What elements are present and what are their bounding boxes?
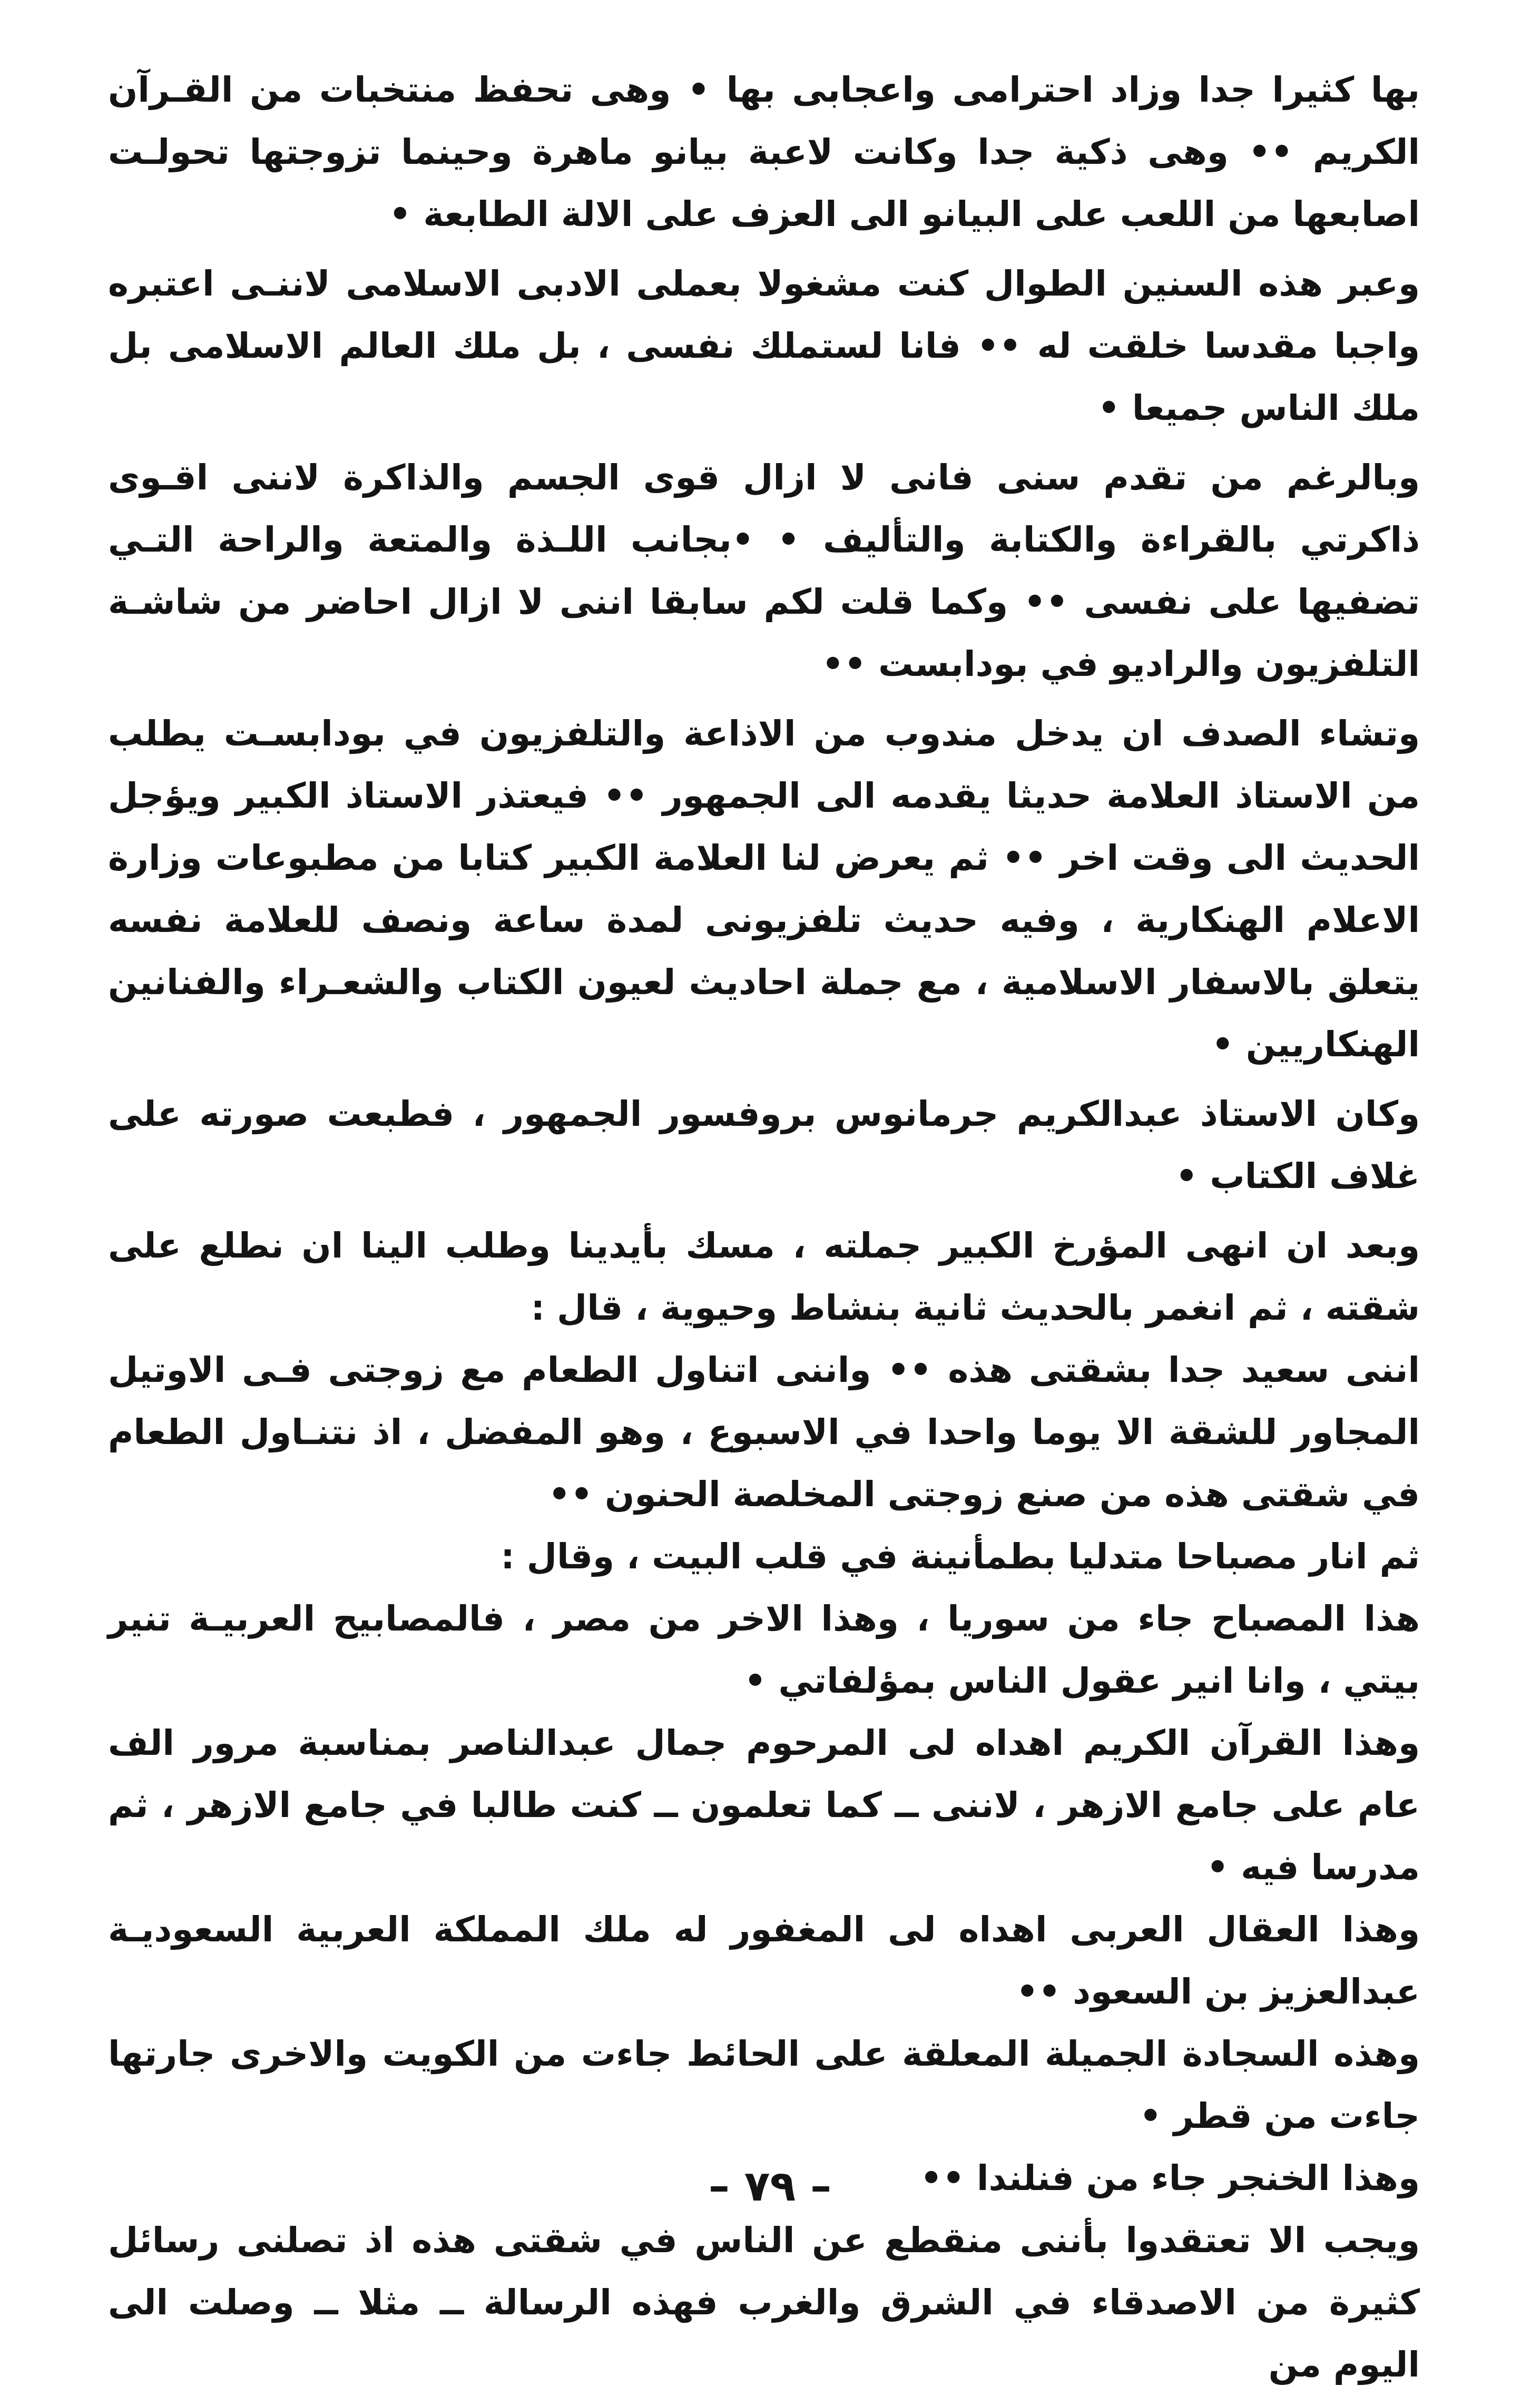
paragraph-11: وهذا العقال العربى اهداه لى المغفور له ملك المملكة العربية السعوديـة عبدالعزيز بن السعود ••: [108, 1909, 1420, 2012]
paragraph-14: ويجب الا تعتقدوا بأننى منقطع عن الناس في شقتى هذه اذ تصلنى رسائل كثيرة من الاصدقاء في الشرق والغرب فهذه الرسالة ــ مثلا ــ وصلت الى اليوم من: [108, 2220, 1420, 2385]
paragraph-2: وعبر هذه السنين الطوال كنت مشغولا بعملى الادبى الاسلامى لاننـى اعتبره واجبا مقدسا خلقت له •• فانا لستملك نفسى ، بل ملك العالم الاسلامى بل ملك الناس جميعا •: [108, 263, 1420, 428]
paragraph-10: وهذا القرآن الكريم اهداه لى المرحوم جمال عبدالناصر بمناسبة مرور الف عام على جامع الازهر ، لاننى ــ كما تعلمون ــ كنت طالبا في جامع الازهر ، ثم مدرسا فيه •: [108, 1723, 1420, 1888]
paragraph-6: وبعد ان انهى المؤرخ الكبير جملته ، مسك بأيدينا وطلب الينا ان نطلع على شقته ، ثم انغمر بالحديث ثانية بنشاط وحيوية ، قال :: [108, 1225, 1420, 1328]
paragraph-7: اننى سعيد جدا بشقتى هذه •• واننى اتناول الطعام مع زوجتى فـى الاوتيل المجاور للشقة الا يوما واحدا في الاسبوع ، وهو المفضل ، اذ نتنـاول الطعام في شقتى هذه من صنع زوجتى المخلصة الحنون ••: [108, 1350, 1420, 1515]
paragraph-4: وتشاء الصدف ان يدخل مندوب من الاذاعة والتلفزيون في بودابسـت يطلب من الاستاذ العلامة حديثا يقدمه الى الجمهور •• فيعتذر الاستاذ الكبير ويؤجل الحديث الى وقت اخر •• ثم يعرض لنا العلامة الكبير كتابا من مطبوعات وزارة الاعلام الهنكارية ، وفيه حديث تلفزيونى لمدة ساعة ونصف للعلامة نفسه يتعلق بالاسفار الاسلامية ، مع جملة احاديث لعيون الكتاب والشعـراء والفنانين الهنكاريين •: [108, 713, 1420, 1065]
paragraph-5: وكان الاستاذ عبدالكريم جرمانوس بروفسور الجمهور ، فطبعت صورته على غلاف الكتاب •: [108, 1094, 1420, 1196]
paragraph-1: بها كثيرا جدا وزاد احترامى واعجابى بها • وهى تحفظ منتخبات من القـرآن الكريم •• وهى ذكية جدا وكانت لاعبة بيانو ماهرة وحينما تزوجتها تحولـت اصابعها من اللعب على البيانو الى العزف على الالة الطابعة •: [108, 70, 1420, 234]
paragraph-13: وهذا الخنجر جاء من فنلندا ••: [920, 2158, 1420, 2198]
page-number: – ٧٩ –: [708, 2162, 832, 2211]
paragraph-3: وبالرغم من تقدم سنى فانى لا ازال قوى الجسم والذاكرة لاننى اقـوى ذاكرتي بالقراءة والكتابة والتأليف • •بجانب اللـذة والمتعة والراحة التـي تضفيها على نفسى •• وكما قلت لكم سابقا اننى لا ازال احاضر من شاشـة التلفزيون والراديو في بودابست ••: [108, 457, 1420, 684]
paragraph-9: هذا المصباح جاء من سوريا ، وهذا الاخر من مصر ، فالمصابيح العربيـة تنير بيتي ، وانا انير عقول الناس بمؤلفاتي •: [108, 1598, 1420, 1701]
paragraph-12: وهذه السجادة الجميلة المعلقة على الحائط جاءت من الكويت والاخرى جارتها جاءت من قطر •: [108, 2034, 1420, 2136]
paragraph-8: ثم انار مصباحا متدليا بطمأنينة في قلب البيت ، وقال :: [501, 1536, 1420, 1577]
